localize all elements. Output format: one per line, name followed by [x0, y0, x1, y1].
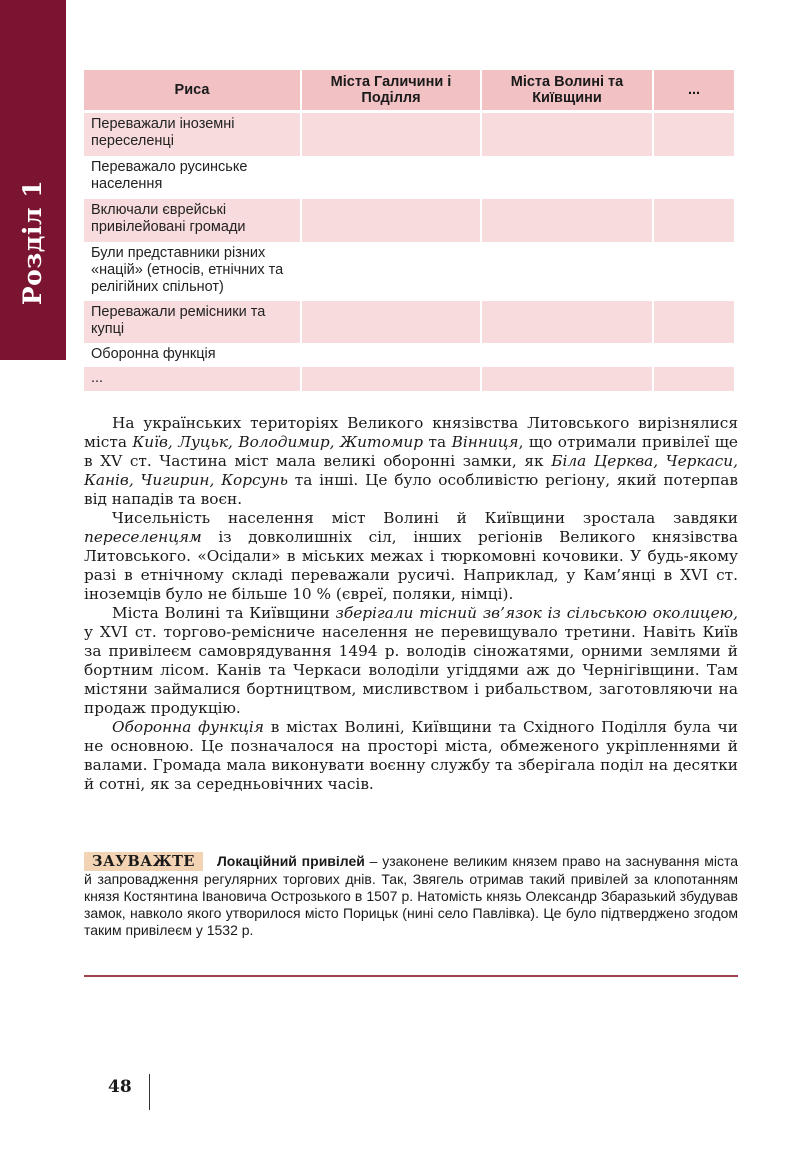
- table-cell: [302, 301, 480, 343]
- table-cell: [482, 242, 652, 301]
- text-run: та: [423, 433, 452, 451]
- table-cell: [654, 199, 734, 242]
- table-row: [84, 199, 734, 242]
- table-row: [84, 156, 734, 199]
- row-label: Переважали іноземні переселенці: [84, 113, 300, 156]
- comparison-table: [82, 70, 736, 391]
- header-galicia-podillia: Міста Галичини і Поділля: [302, 70, 480, 113]
- table-cell: [482, 156, 652, 199]
- table-cell: [302, 113, 480, 156]
- section-label: [0, 0, 66, 360]
- row-label: Переважали ремісники та купці: [84, 301, 300, 343]
- table-cell: [302, 367, 480, 391]
- text-run: Міста Волині та Київщини: [112, 604, 336, 622]
- text-run: в містах Волині, Київщини та Східного Поділля була чи не основною. Це позначалося на просторі міста, обмеженого укріпленнями й валами. Громада мала виконувати воєнну службу та зберігала поділ на десятки й сотні, як за середньовічних часів.: [84, 718, 738, 793]
- text-run: На українських територіях Великого князівства Литовського вирізнялися міста: [84, 414, 738, 451]
- table-cell: [654, 113, 734, 156]
- table-row: [84, 343, 734, 367]
- section-label-text: Розділ 1: [18, 179, 48, 305]
- text-run: у XVI ст. торгово-ремісниче населення не перевищувало третини. Навіть Київ за привілеєм самоврядування 1494 р. володів сіножатями, орними землями й бортним лісом. Канів та Черкаси володіли угіддями аж до Чернігівщини. Там містяни займалися бортництвом, мисливством і рибальством, заготовляючи на продаж продукцію.: [84, 623, 738, 717]
- italic-run: Оборонна функція: [112, 718, 264, 736]
- page-number-divider: [149, 1074, 150, 1110]
- main-text: [84, 414, 738, 794]
- table-row: [84, 301, 734, 343]
- row-label: Були представники різних «націй» (етносів, етнічних та релігійних спільнот): [84, 242, 300, 301]
- row-label: ...: [84, 367, 300, 391]
- page-number: 48: [108, 1077, 132, 1097]
- table-cell: [654, 301, 734, 343]
- italic-run: Вінниця: [451, 433, 519, 451]
- italic-run: зберігали тісний зв’язок із сільською околицею,: [335, 604, 738, 622]
- table-header-row: [84, 70, 734, 113]
- table-row: [84, 242, 734, 301]
- divider-line: [84, 975, 738, 977]
- table-cell: [654, 343, 734, 367]
- table-cell: [482, 343, 652, 367]
- text-run: , що отримали привілеї ще в XV ст. Частина міст мала великі оборонні замки, як: [84, 433, 738, 470]
- table-row: [84, 113, 734, 156]
- row-label: Оборонна функція: [84, 343, 300, 367]
- table-cell: [654, 242, 734, 301]
- paragraph: [84, 509, 738, 604]
- row-label: Включали єврейські привілейовані громади: [84, 199, 300, 242]
- table-cell: [302, 343, 480, 367]
- text-run: та інші. Це було особливістю регіону, який потерпав від нападів та воєн.: [84, 471, 739, 508]
- table-cell: [654, 156, 734, 199]
- italic-run: переселенцям: [84, 528, 202, 546]
- table-cell: [302, 156, 480, 199]
- table-cell: [482, 113, 652, 156]
- text-run: Чисельність населення міст Волині й Київщини зростала завдяки: [112, 509, 738, 527]
- header-more: ...: [654, 70, 734, 113]
- paragraph: [84, 718, 738, 794]
- paragraph: [84, 604, 738, 718]
- text-run: із довколишніх сіл, інших регіонів Великого князівства Литовського. «Осідали» в міських межах і тюркомовні кочовики. У будь-якому разі в етнічному складі переважали русичі. Наприклад, у Кам’янці в XVI ст. іноземців було не більше 10 % (євреї, поляки, німці).: [84, 528, 738, 603]
- table-cell: [302, 199, 480, 242]
- note-text: – узаконене великим князем право на заснування міста й запровадження регулярних торгових днів. Так, Звягель отримав такий привілей за клопотанням князя Костянтина Івановича Острозького в 1507 р. Натомість князь Олександр Збаразький збудував замок, навколо якого утворилося місто Порицьк (нині село Павлівка). Це було підтверджено згодом таким привілеєм у 1532 р.: [84, 853, 739, 938]
- note-block: [84, 852, 738, 939]
- paragraph: [84, 414, 738, 509]
- table-cell: [654, 367, 734, 391]
- header-trait: Риса: [84, 70, 300, 113]
- table-cell: [482, 199, 652, 242]
- note-badge: ЗАУВАЖТЕ: [84, 852, 203, 871]
- table-row: [84, 367, 734, 391]
- header-volyn-kyiv: Міста Волині та Київщини: [482, 70, 652, 113]
- table-cell: [302, 242, 480, 301]
- row-label: Переважало русинське населення: [84, 156, 300, 199]
- table-cell: [482, 367, 652, 391]
- note-term: Локаційний привілей: [216, 853, 365, 869]
- italic-run: Київ, Луцьк, Володимир, Житомир: [132, 433, 424, 451]
- table-cell: [482, 301, 652, 343]
- italic-run: Біла Церква, Черкаси, Канів, Чигирин, Корсунь: [84, 452, 738, 489]
